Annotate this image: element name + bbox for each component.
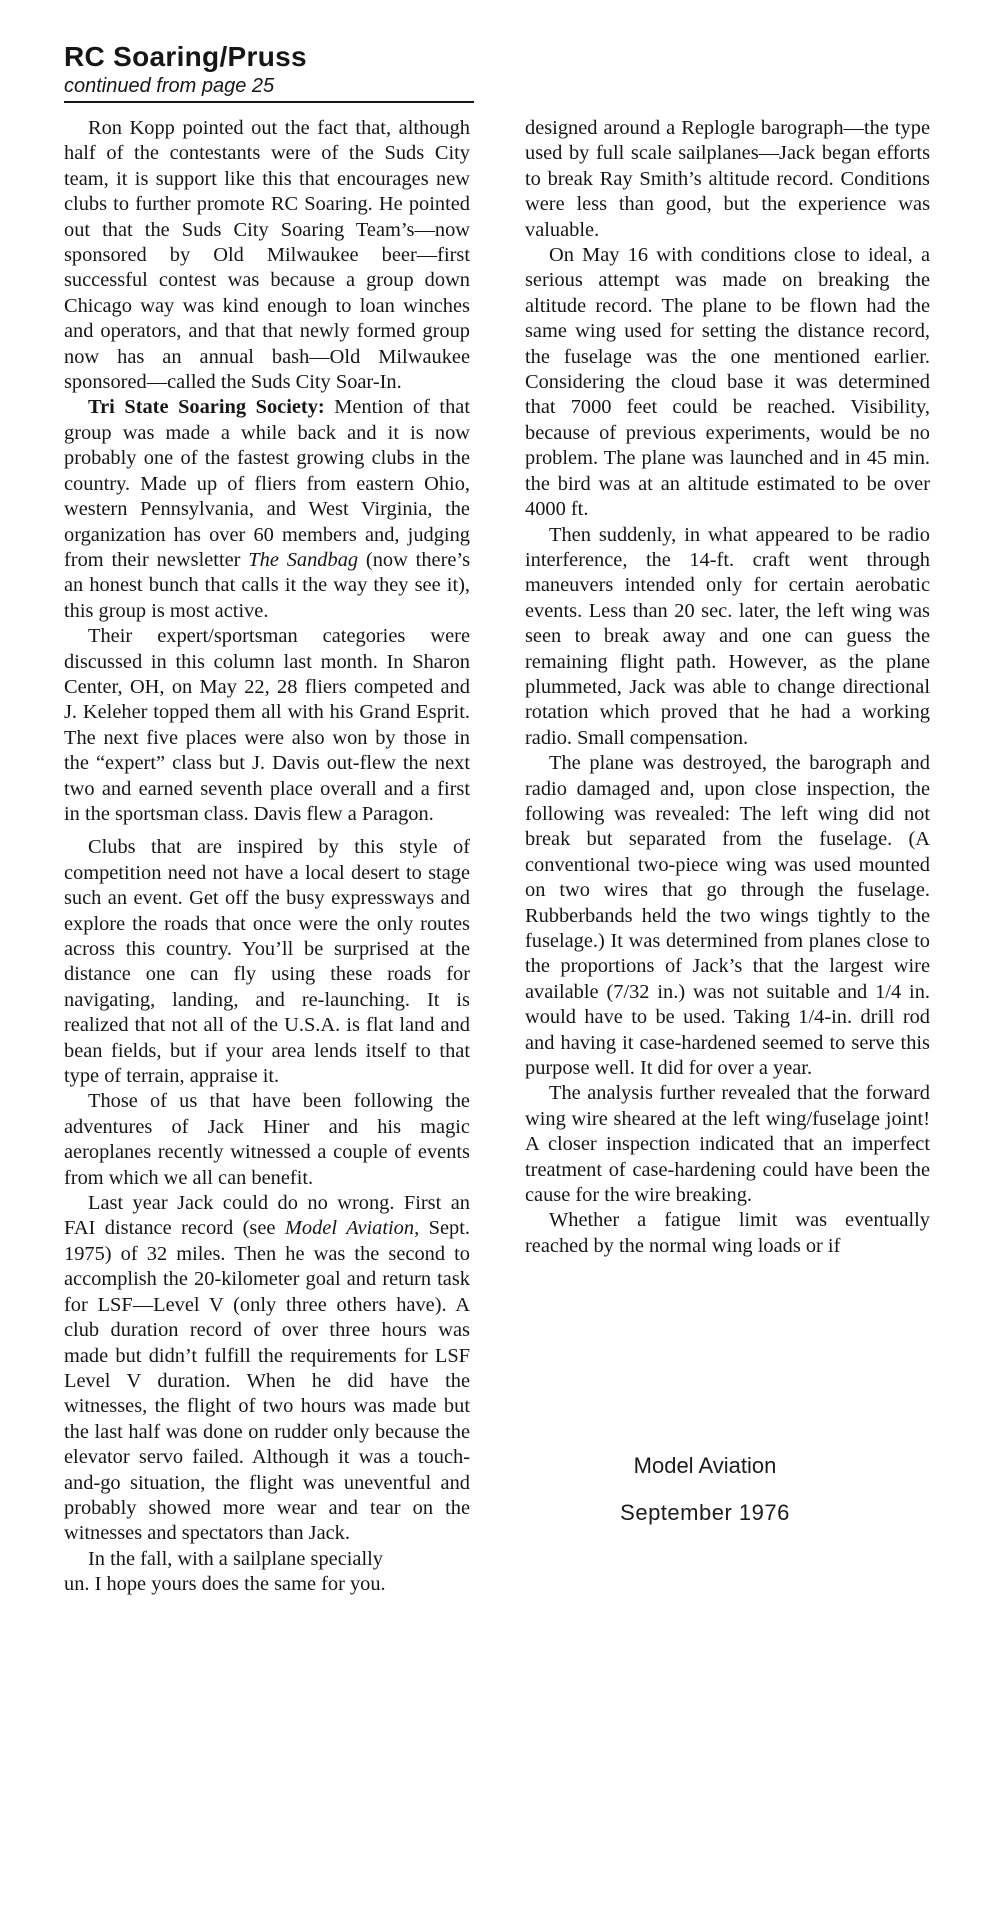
paragraph-interference: Then suddenly, in what appeared to be radio interference, the 14-ft. craft went through maneuvers intended only for certain aerobatic events. Less than 20 sec. later, the left wing was seen to break away and one can guess the remaining flight path. However, as the plane plummeted, Jack was able to change directional rotation which proved that he had a working radio. Small compensation. xyxy=(525,523,930,749)
paragraph-fragment: un. I hope yours does the same for you. xyxy=(64,1573,386,1596)
paragraph-ron-kopp: Ron Kopp pointed out the fact that, although half of the contestants were of the Suds City team, it is support like this that encourages new clubs to further promote RC Soaring. He pointed out that the Suds City Soaring Team’s—now sponsored by Old Milwaukee beer—first successful contest was because a group down Chicago way was kind enough to loan winches and operators, and that that newly formed group now has an annual bash—Old Milwaukee sponsored—called the Suds City Soar-In. xyxy=(64,117,470,394)
paragraph-clubs: Clubs that are inspired by this style of competition need not have a local desert to stage such an event. Get off the busy expressways and explore the roads that once were the only routes across this country. You’ll be surprised at the distance one can fly using these roads for navigating, landing, and re-launching. It is realized that not all of the U.S.A. is flat land and bean fields, but if your area lends itself to that type of terrain, appraise it. xyxy=(64,836,470,1088)
right-column xyxy=(525,116,930,1259)
newsletter-title: The Sandbag xyxy=(248,548,359,571)
column-header xyxy=(64,40,474,103)
paragraph-destroyed: The plane was destroyed, the barograph and radio damaged and, upon close inspection, the following was revealed: The left wing did not break but separated from the fuselage. (A conventional two-piece wing was used mounted on two wires that go through the fuselage. Rubberbands held the two wings tightly to the fuselage.) It was determined from planes close to the proportions of Jack’s that the largest wire available (7/32 in.) was not suitable and 1/4 in. would have to be used. Taking 1/4-in. drill rod and having it case-hardened seemed to serve this purpose well. It did for over a year. xyxy=(525,752,930,1080)
paragraph-barograph: designed around a Replogle barograph—the type used by full scale sailplanes—Jack began efforts to break Ray Smith’s altitude record. Conditions were less than good, but the experience was valuable. xyxy=(525,117,930,241)
left-column xyxy=(64,116,470,1598)
paragraph-tri-state xyxy=(64,395,470,624)
tri-state-text-b: (now there’s an honest bunch that calls it the way they see it), this group is most active. xyxy=(64,548,471,622)
paragraph-in-the-fall: In the fall, with a sailplane specially xyxy=(88,1547,383,1570)
tri-state-heading: Tri State Soaring Society: xyxy=(88,396,325,419)
paragraph-fatigue: Whether a fatigue limit was eventually reached by the normal wing loads or if xyxy=(525,1209,930,1257)
last-year-text-b: Sept. 1975) of 32 miles. Then he was the second to accomplish the 20-kilometer goal and return task for LSF—Level V (only three others have). A club duration record of over three hours was made but didn’t fulfill the requirements for LSF Level V duration. When he did have the witnesses, the flight of two hours was made but the last half was done on rudder only because the elevator servo failed. Although it was a touch-and-go situation, the flight was uneventful and probably showed more wear and tear on the witnesses and spectators than Jack. xyxy=(64,1217,470,1545)
last-year-text-a: Last year Jack could do no wrong. First an FAI distance record (see xyxy=(64,1192,470,1240)
magazine-reference: Model Aviation, xyxy=(284,1217,420,1240)
paragraph-jack-hiner: Those of us that have been following the adventures of Jack Hiner and his magic aeroplanes recently witnessed a couple of events from which we all can benefit. xyxy=(64,1090,470,1189)
paragraph-may-16: On May 16 with conditions close to ideal, a serious attempt was made on breaking the altitude record. The plane to be flown had the same wing used for setting the distance record, the fuselage was the one mentioned earlier. Considering the cloud base it was determined that 7000 feet could be reached. Visibility, because of previous experiments, would be no problem. The plane was launched and in 45 min. the bird was at an altitude estimated to be over 4000 ft. xyxy=(525,244,930,521)
paragraph-last-year xyxy=(64,1191,470,1547)
paragraph-categories: Their expert/sportsman categories were discussed in this column last month. In Sharon Center, OH, on May 22, 28 fliers competed and J. Keleher topped them all with his Grand Esprit. The next five places were also won by those in the “expert” class but J. Davis out-flew the next two and earned seventh place overall and a first in the sportsman class. Davis flew a Paragon. xyxy=(64,625,470,825)
paragraph-analysis: The analysis further revealed that the forward wing wire sheared at the left wing/fuselage joint! A closer inspection indicated that an imperfect treatment of case-hardening could have been the cause for the wire breaking. xyxy=(525,1082,930,1207)
publication-name: Model Aviation xyxy=(633,1453,777,1478)
publication-date: September 1976 xyxy=(620,1500,790,1525)
continued-note: continued from page 25 xyxy=(64,75,275,97)
column-title: RC Soaring/Pruss xyxy=(64,41,307,72)
header-rule xyxy=(64,101,474,103)
tri-state-text-a: Mention of that group was made a while back and it is now probably one of the fastest growing clubs in the country. Made up of fliers from eastern Ohio, western Pennsylvania, and West Virginia, the organization has over 60 members and, judging from their newsletter xyxy=(64,396,470,571)
